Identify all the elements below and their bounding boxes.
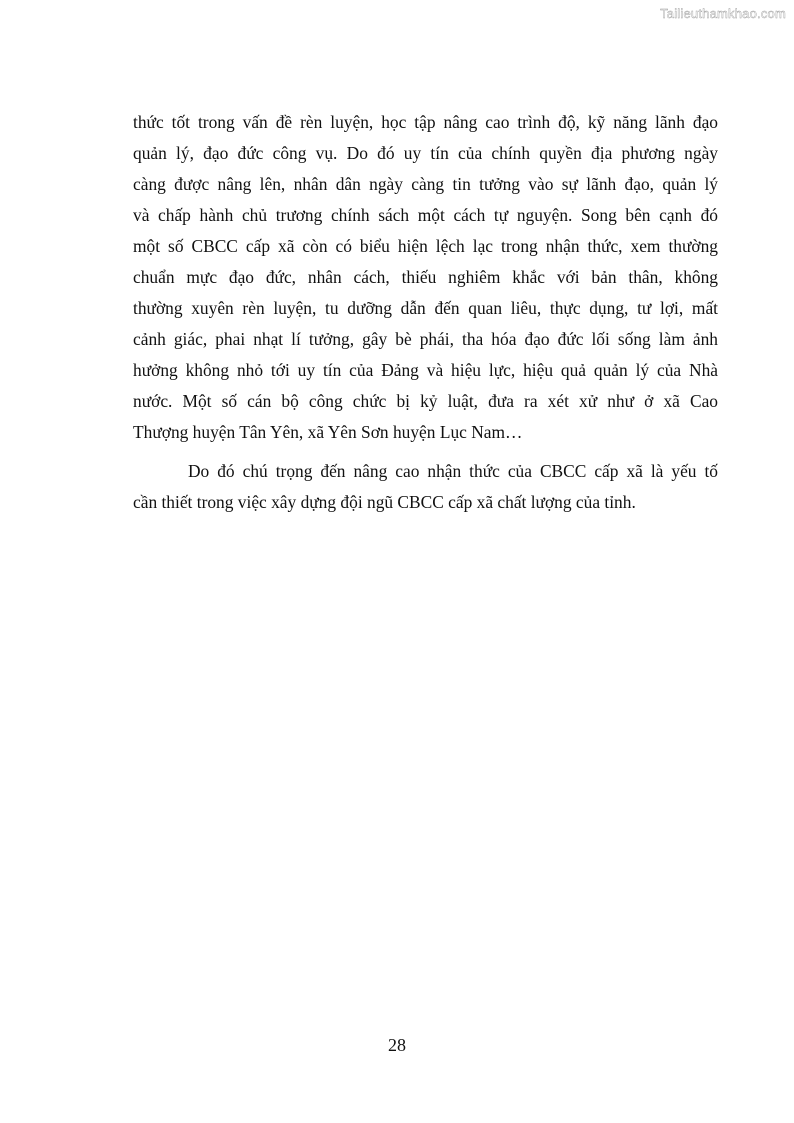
text-line: cần thiết trong việc xây dựng đội ngũ CBCC cấp xã chất lượng của tỉnh. (133, 492, 636, 512)
text-line: cảnh giác, phai nhạt lí tưởng, gây bè phái, tha hóa đạo đức lối sống làm ảnh (133, 329, 718, 349)
text-line: và chấp hành chủ trương chính sách một cách tự nguyện. Song bên cạnh đó (133, 205, 718, 225)
text-line: một số CBCC cấp xã còn có biểu hiện lệch lạc trong nhận thức, xem thường (133, 236, 718, 256)
text-line: quản lý, đạo đức công vụ. Do đó uy tín của chính quyền địa phương ngày (133, 143, 718, 163)
text-line: thức tốt trong vấn đề rèn luyện, học tập nâng cao trình độ, kỹ năng lãnh đạo (133, 112, 718, 132)
document-body (133, 107, 718, 518)
text-line: Thượng huyện Tân Yên, xã Yên Sơn huyện Lục Nam… (133, 422, 523, 442)
text-line: thường xuyên rèn luyện, tu dưỡng dẫn đến quan liêu, thực dụng, tư lợi, mất (133, 298, 718, 318)
text-line: chuẩn mực đạo đức, nhân cách, thiếu nghiêm khắc với bản thân, không (133, 267, 718, 287)
text-line: hưởng không nhỏ tới uy tín của Đảng và hiệu lực, hiệu quả quản lý của Nhà (133, 360, 718, 380)
paragraph (133, 456, 718, 518)
watermark: Tailieuthamkhao.com (660, 6, 786, 21)
text-line: Do đó chú trọng đến nâng cao nhận thức của CBCC cấp xã là yếu tố (188, 461, 718, 481)
paragraph (133, 107, 718, 448)
page-number: 28 (388, 1035, 406, 1055)
text-line: càng được nâng lên, nhân dân ngày càng tin tưởng vào sự lãnh đạo, quản lý (133, 174, 718, 194)
text-line: nước. Một số cán bộ công chức bị kỷ luật, đưa ra xét xử như ở xã Cao (133, 391, 718, 411)
